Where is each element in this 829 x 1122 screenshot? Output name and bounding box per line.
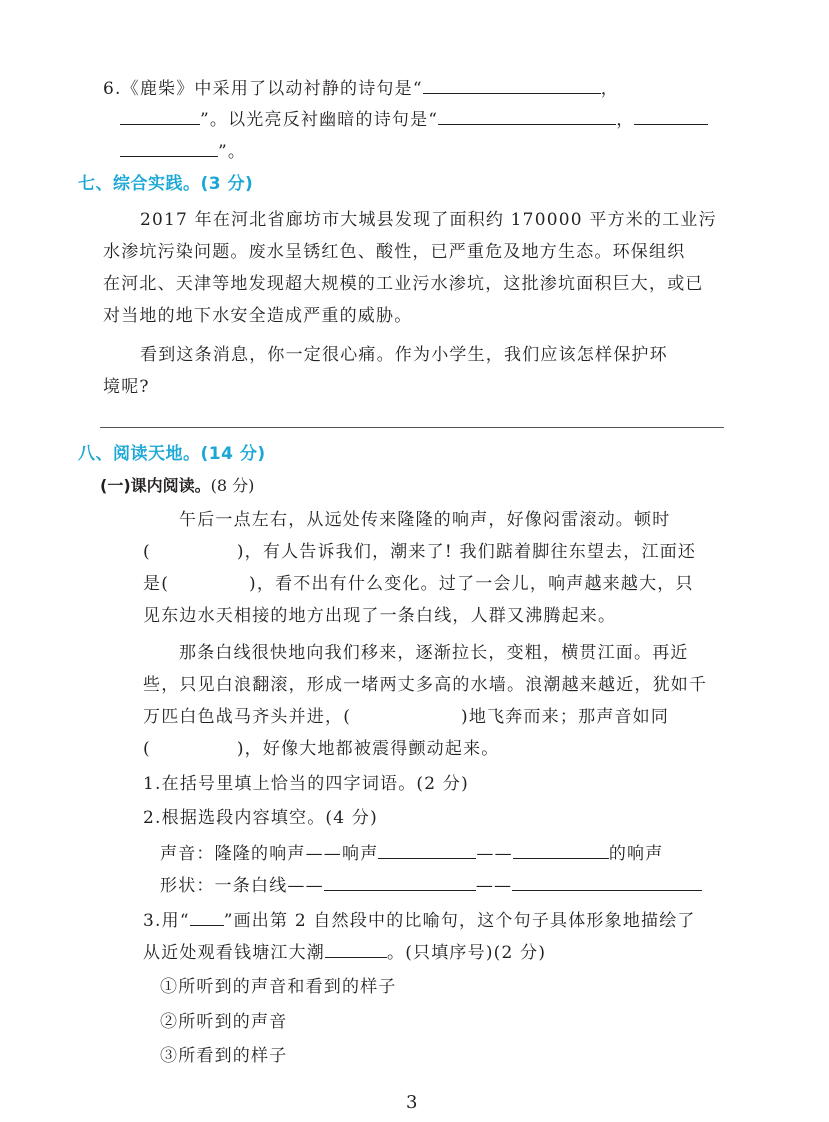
- s7-para1-line: 在河北、天津等地发现超大规模的工业污水渗坑，这批渗坑面积巨大，或已: [103, 274, 704, 294]
- passage-line: 些，只见白浪翻滚，形成一堵两丈多高的水墙。浪潮越来越近，犹如千: [143, 675, 708, 695]
- option-3: ③所看到的样子: [160, 1046, 288, 1066]
- passage-text: )地飞奔而来；那声音如同: [461, 707, 670, 727]
- passage-line: [143, 572, 694, 596]
- subsection-heading: [100, 474, 254, 498]
- q3-text: ”画出第 2 自然段中的比喻句，这个句子具体形象地描绘了: [223, 911, 696, 931]
- passage-text: 万匹白色战马齐头并进，(: [143, 707, 352, 727]
- q3-text: 。(只填序号)(2 分): [387, 943, 547, 963]
- s7-para1-line: 2017 年在河北省廊坊市大城县发现了面积约 170000 平方米的工业污: [140, 210, 717, 230]
- q2-text: 的响声: [608, 844, 664, 864]
- q2-shape-line: [160, 872, 702, 898]
- paren-open: (: [143, 739, 151, 759]
- s7-para1-line: 水渗坑污染问题。废水呈锈红色、酸性，已严重危及地方生态。环保组织: [103, 242, 686, 262]
- answer-blank[interactable]: [378, 840, 476, 859]
- answer-blank[interactable]: [325, 939, 387, 958]
- subsection-points: (8 分): [210, 476, 255, 495]
- answer-line[interactable]: [100, 427, 724, 428]
- q6-text-b2: ，: [616, 110, 635, 130]
- q6-line-2: [120, 106, 708, 132]
- q3-text: 3.用“: [143, 911, 190, 931]
- passage-line: 那条白线很快地向我们移来，逐渐拉长，变粗，横贯江面。再近: [179, 643, 689, 663]
- answer-blank[interactable]: [120, 106, 200, 125]
- question-3-line-2: [143, 939, 546, 965]
- paren-open: 是(: [143, 574, 170, 594]
- q2-text: 声音：隆隆的响声——响声: [160, 844, 379, 864]
- underline-sample: [190, 907, 224, 926]
- passage-line: 午后一点左右，从远处传来隆隆的响声，好像闷雷滚动。顿时: [179, 510, 671, 530]
- answer-blank[interactable]: [423, 75, 601, 94]
- question-1: 1.在括号里填上恰当的四字词语。(2 分): [143, 774, 469, 794]
- passage-text: )，好像大地都被震得颤动起来。: [236, 739, 500, 759]
- q6-line-1: [103, 75, 619, 101]
- q2-text: 形状：一条白线——: [160, 876, 324, 896]
- option-1: ①所听到的声音和看到的样子: [160, 977, 397, 997]
- q2-sound-line: [160, 840, 663, 866]
- answer-blank[interactable]: [324, 872, 476, 891]
- passage-line: [143, 705, 669, 729]
- q2-text: ——: [475, 876, 513, 896]
- answer-blank[interactable]: [634, 106, 708, 125]
- q6-text-a1: 6.《鹿柴》中采用了以动衬静的诗句是“: [103, 79, 423, 99]
- s7-para1-line: 对当地的地下水安全造成严重的威胁。: [103, 306, 413, 326]
- section-7-heading: 七、综合实践。(3 分): [78, 174, 254, 194]
- passage-line: 见东边水天相接的地方出现了一条白线，人群又沸腾起来。: [143, 606, 617, 626]
- q6-text-b1: ”。以光亮反衬幽暗的诗句是“: [200, 110, 439, 130]
- paren-open: (: [143, 542, 151, 562]
- question-3: [143, 907, 696, 933]
- answer-blank[interactable]: [512, 872, 702, 891]
- answer-blank[interactable]: [120, 138, 218, 157]
- passage-line: [143, 737, 499, 761]
- s7-para2-line: 境呢?: [103, 377, 150, 397]
- q6-line-3: [120, 138, 246, 164]
- q3-text: 从近处观看钱塘江大潮: [143, 943, 325, 963]
- section-8-heading: 八、阅读天地。(14 分): [78, 444, 266, 464]
- s7-para2-line: 看到这条消息，你一定很心痛。作为小学生，我们应该怎样保护环: [140, 345, 668, 365]
- q6-text-a2: ，: [600, 79, 619, 99]
- answer-blank[interactable]: [438, 106, 616, 125]
- page-number: 3: [406, 1092, 418, 1113]
- passage-text: )，看不出有什么变化。过了一会儿，响声越来越大，只: [249, 574, 694, 594]
- q2-text: ——: [476, 844, 513, 864]
- passage-text: )，有人告诉我们，潮来了! 我们踮着脚往东望去，江面还: [236, 542, 697, 562]
- option-2: ②所听到的声音: [160, 1012, 288, 1032]
- question-2: 2.根据选段内容填空。(4 分): [143, 808, 378, 828]
- subsection-label: (一)课内阅读。: [100, 476, 211, 495]
- answer-blank[interactable]: [513, 840, 609, 859]
- passage-line: [143, 540, 696, 564]
- q6-text-c1: ”。: [218, 142, 247, 162]
